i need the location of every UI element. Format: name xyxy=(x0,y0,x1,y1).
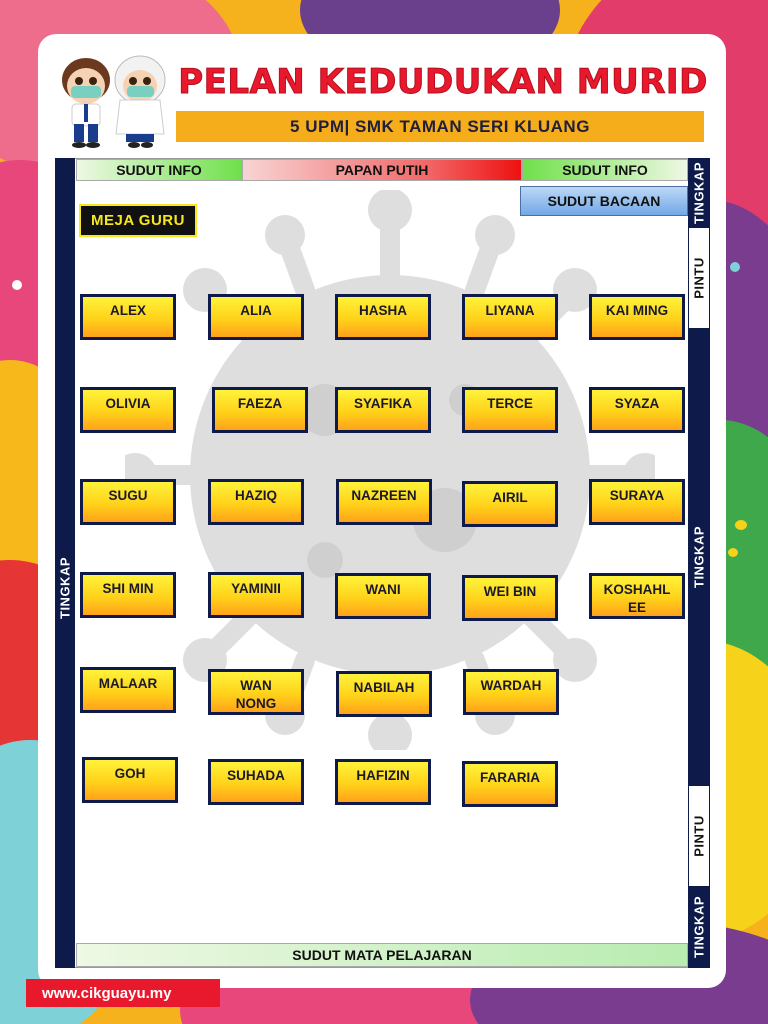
student-desk xyxy=(208,294,304,340)
student-name: ALIA xyxy=(240,303,272,318)
student-desk xyxy=(589,573,685,619)
right-window-label: TINGKAP xyxy=(691,526,707,588)
bg-dot xyxy=(736,718,748,730)
student-desk xyxy=(208,572,304,618)
door-label: PINTU xyxy=(691,815,707,857)
bg-dot xyxy=(740,870,750,880)
left-window-label: TINGKAP xyxy=(57,557,73,619)
teacher-desk: MEJA GURU xyxy=(79,204,197,237)
student-desk xyxy=(80,572,176,618)
student-name: AIRIL xyxy=(492,490,528,505)
student-name: SYAFIKA xyxy=(353,396,412,411)
left-window-wall xyxy=(55,158,75,968)
student-desk xyxy=(336,671,432,717)
student-name: WARDAH xyxy=(480,678,542,693)
info-corner-right: SUDUT INFO xyxy=(522,159,688,181)
info-corner-left: SUDUT INFO xyxy=(76,159,242,181)
bg-dot xyxy=(12,280,22,290)
subject-corner: SUDUT MATA PELAJARAN xyxy=(76,943,688,967)
student-desk xyxy=(80,479,176,525)
student-name: WANI xyxy=(365,582,401,597)
student-desk xyxy=(212,387,308,433)
class-subtitle: 5 UPM| SMK TAMAN SERI KLUANG xyxy=(176,111,704,142)
door-bottom xyxy=(688,786,710,886)
student-desk xyxy=(80,667,176,713)
student-name: HAFIZIN xyxy=(356,768,410,783)
student-desk xyxy=(208,479,304,525)
student-name: OLIVIA xyxy=(105,396,151,411)
student-name: KOSHAHL EE xyxy=(603,582,671,615)
student-name: SUHADA xyxy=(227,768,285,783)
reading-corner: SUDUT BACAAN xyxy=(520,186,688,216)
student-name: LIYANA xyxy=(485,303,535,318)
student-desk xyxy=(462,294,558,340)
student-name: MALAAR xyxy=(98,676,158,691)
right-window-middle xyxy=(688,328,710,786)
student-desk xyxy=(589,294,685,340)
student-name: SUGU xyxy=(108,488,148,503)
student-name: TERCE xyxy=(487,396,533,411)
student-desk xyxy=(80,294,176,340)
right-window-label: TINGKAP xyxy=(691,162,707,224)
student-name: SURAYA xyxy=(609,488,665,503)
student-desk xyxy=(335,573,431,619)
student-name: YAMINII xyxy=(231,581,281,596)
right-window-bottom xyxy=(688,886,710,968)
student-desk xyxy=(462,761,558,807)
door-label: PINTU xyxy=(691,257,707,299)
children-mascot-icon xyxy=(52,48,174,152)
bg-dot xyxy=(728,548,738,557)
student-desk xyxy=(589,479,685,525)
bg-dot xyxy=(742,780,756,794)
student-name: ALEX xyxy=(109,303,146,318)
student-desk xyxy=(80,387,176,433)
bg-dot xyxy=(735,520,747,530)
right-window-top xyxy=(688,158,710,228)
student-desk xyxy=(336,479,432,525)
student-desk xyxy=(462,387,558,433)
student-name: NABILAH xyxy=(353,680,415,695)
student-name: KAI MING xyxy=(605,303,669,318)
student-desk xyxy=(463,669,559,715)
page-title: PELAN KEDUDUKAN MURID xyxy=(178,62,708,102)
student-desk xyxy=(462,481,558,527)
door-top xyxy=(688,228,710,328)
student-name: HAZIQ xyxy=(235,488,277,503)
virus-watermark-icon xyxy=(125,190,655,750)
website-link[interactable]: www.cikguayu.my xyxy=(26,979,220,1007)
student-name: FAEZA xyxy=(237,396,283,411)
student-name: NAZREEN xyxy=(351,488,417,503)
whiteboard: PAPAN PUTIH xyxy=(242,159,522,181)
student-name: SHI MIN xyxy=(102,581,154,596)
student-desk xyxy=(335,387,431,433)
bg-dot xyxy=(730,262,740,272)
student-name: HASHA xyxy=(358,303,407,318)
student-desk xyxy=(589,387,685,433)
student-desk xyxy=(208,759,304,805)
student-desk xyxy=(462,575,558,621)
student-desk xyxy=(335,294,431,340)
student-name: WAN NONG xyxy=(235,678,277,711)
student-name: WEI BIN xyxy=(483,584,537,599)
right-window-label: TINGKAP xyxy=(691,896,707,958)
student-desk xyxy=(82,757,178,803)
student-name: SYAZA xyxy=(614,396,660,411)
student-name: GOH xyxy=(114,766,146,781)
student-desk xyxy=(208,669,304,715)
student-name: FARARIA xyxy=(480,770,540,785)
student-desk xyxy=(335,759,431,805)
